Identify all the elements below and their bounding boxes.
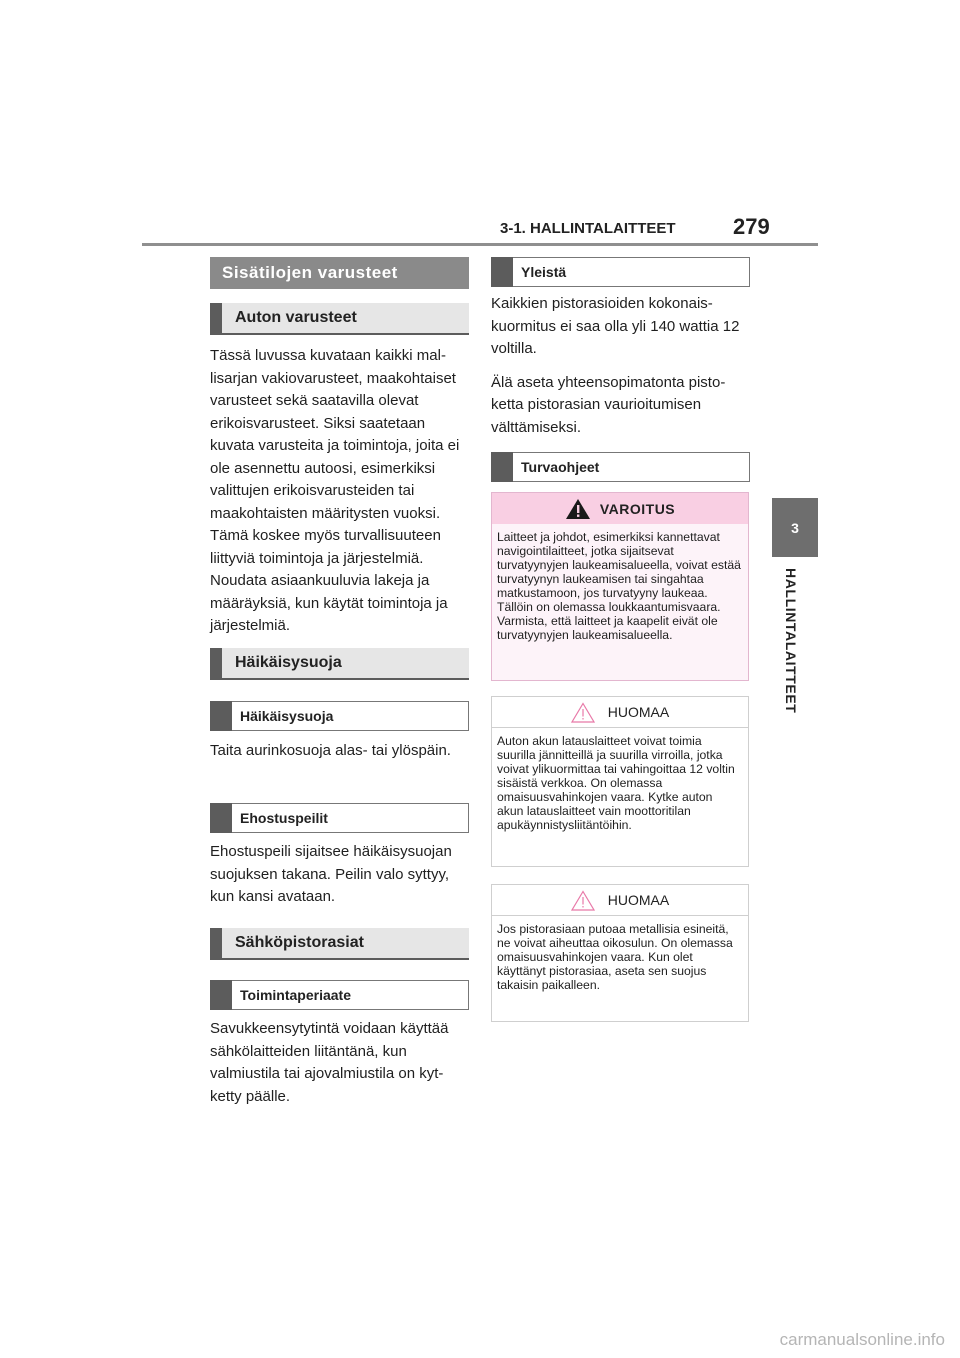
subheading-text: Yleistä — [521, 264, 567, 280]
heading-text: Sähköpistorasiat — [235, 934, 364, 951]
caution-header — [492, 697, 748, 728]
chapter-label: HALLINTALAITTEET — [783, 568, 799, 714]
subheading-toimintaperiaate — [210, 980, 469, 1010]
caution-label: HUOMAA — [607, 892, 670, 908]
subheading-text: Häikäisysuoja — [240, 708, 334, 724]
section-title-bar — [210, 257, 469, 289]
subheading-turvaohjeet — [491, 452, 750, 482]
toimintaperiaate-text — [210, 1018, 468, 1119]
haikaisysuoja-text — [210, 740, 468, 774]
heading-auton-varusteet — [210, 303, 469, 335]
subheading-haikaisysuoja — [210, 701, 469, 731]
subheading-text: Ehostuspeilit — [240, 810, 328, 826]
header-divider — [142, 243, 818, 246]
page-number: 279 — [733, 214, 770, 239]
subheading-marker — [210, 803, 232, 833]
paragraph: Älä aseta yhteensopimatonta pistoketta pistorasian vaurioitumisen välttämiseksi. — [491, 373, 726, 436]
subheading-marker — [210, 980, 232, 1010]
heading-marker — [210, 648, 222, 678]
caution-header — [492, 885, 748, 916]
subheading-ehostuspeilit — [210, 803, 469, 833]
caution-text: Jos pistorasiaan putoaa metallisia esineitä, ne voivat aiheuttaa oikosulun. On olemassa omaisuusvahinkojen vaara. Kun olet käyttänyt pistorasiaa, aseta sen suojus takaisin paikalleen. — [497, 922, 733, 992]
paragraph: Taita aurinkosuoja alas- tai ylöspäin. — [210, 742, 451, 759]
subheading-marker — [491, 257, 513, 287]
subheading-marker — [210, 701, 232, 731]
paragraph: Savukkeensytytintä voidaan käyttää sähkölaitteiden liitäntänä, kun valmiustila tai ajovalmiustila on kytketty päälle. — [210, 1020, 449, 1105]
chapter-number: 3 — [791, 519, 799, 536]
paragraph: Tässä luvussa kuvataan kaikki mallisarjan vakiovarusteet, maakohtaiset varusteet sekä saatavilla olevat erikoisvarusteet. Siksi saatetaan kuvata varusteita ja toimintoja, joita ei ole asennettu autoosi, esimerkiksi valittujen erikoisvarusteiden tai maakohtaisten määritysten vuoksi. Tämä koskee myös turvallisuuteen liittyviä toimintoja ja järjestelmiä. Noudata asiaankuuluvia lakeja ja määräyksiä, kun käytät toimintoja ja järjestelmiä. — [210, 347, 460, 634]
section-title: 3-1. HALLINTALAITTEET — [500, 220, 676, 237]
caution-box-2 — [491, 884, 749, 1022]
subheading-text: Turvaohjeet — [521, 459, 600, 475]
warning-header — [492, 493, 748, 524]
heading-haikaisysuoja — [210, 648, 469, 680]
heading-text: Häikäisysuoja — [235, 654, 342, 671]
caution-box-1 — [491, 696, 749, 867]
subheading-text: Toimintaperiaate — [240, 987, 351, 1003]
caution-text: Auton akun latauslaitteet voivat toimia suurilla jännitteillä ja suurilla virroilla, jotka voivat ylikuormittaa tai vahingoittaa 12 voltin sisäistä verkkoa. On olemassa omaisuusvahinkojen vaara. Kytke auton akun latauslaitteet vain moottoritilan apukäynnistysliitäntöihin. — [497, 734, 735, 832]
caution-triangle-icon — [571, 890, 595, 911]
caution-label: HUOMAA — [607, 704, 670, 720]
subheading-marker — [491, 452, 513, 482]
chapter-tab — [772, 498, 818, 557]
subheading-yleista — [491, 257, 750, 287]
auton-varusteet-text — [210, 345, 468, 649]
warning-text: Laitteet ja johdot, esimerkiksi kannettavat navigointilaitteet, jotka sijaitsevat turvatyynyjen laukeamisalueella, voivat estää turvatyynyn laukeamisen tai singahtaa matkustamoon, jos turvatyyny laukeaa. Tällöin on olemassa loukkaantumisvaara. Varmista, että laitteet ja kaapelit eivät ole turvatyynyjen laukeamisalueella. — [497, 530, 741, 642]
warning-label: VAROITUS — [599, 500, 676, 517]
warning-triangle-icon — [565, 498, 591, 520]
warning-box — [491, 492, 749, 681]
heading-sahkopistorasiat — [210, 928, 469, 960]
heading-text: Auton varusteet — [235, 309, 357, 326]
paragraph: Kaikkien pistorasioiden kokonaiskuormitus ei saa olla yli 140 wattia 12 voltilla. — [491, 295, 740, 357]
heading-marker — [210, 303, 222, 333]
yleista-text — [491, 293, 749, 450]
ehostuspeilit-text — [210, 841, 468, 920]
section-title-text: Sisätilojen varusteet — [222, 263, 398, 282]
watermark-text: carmanualsonline.info — [779, 1330, 945, 1349]
paragraph: Ehostuspeili sijaitsee häikäisysuojan suojuksen takana. Peilin valo syttyy, kun kansi avataan. — [210, 843, 452, 905]
caution-triangle-icon — [571, 702, 595, 723]
heading-marker — [210, 928, 222, 958]
